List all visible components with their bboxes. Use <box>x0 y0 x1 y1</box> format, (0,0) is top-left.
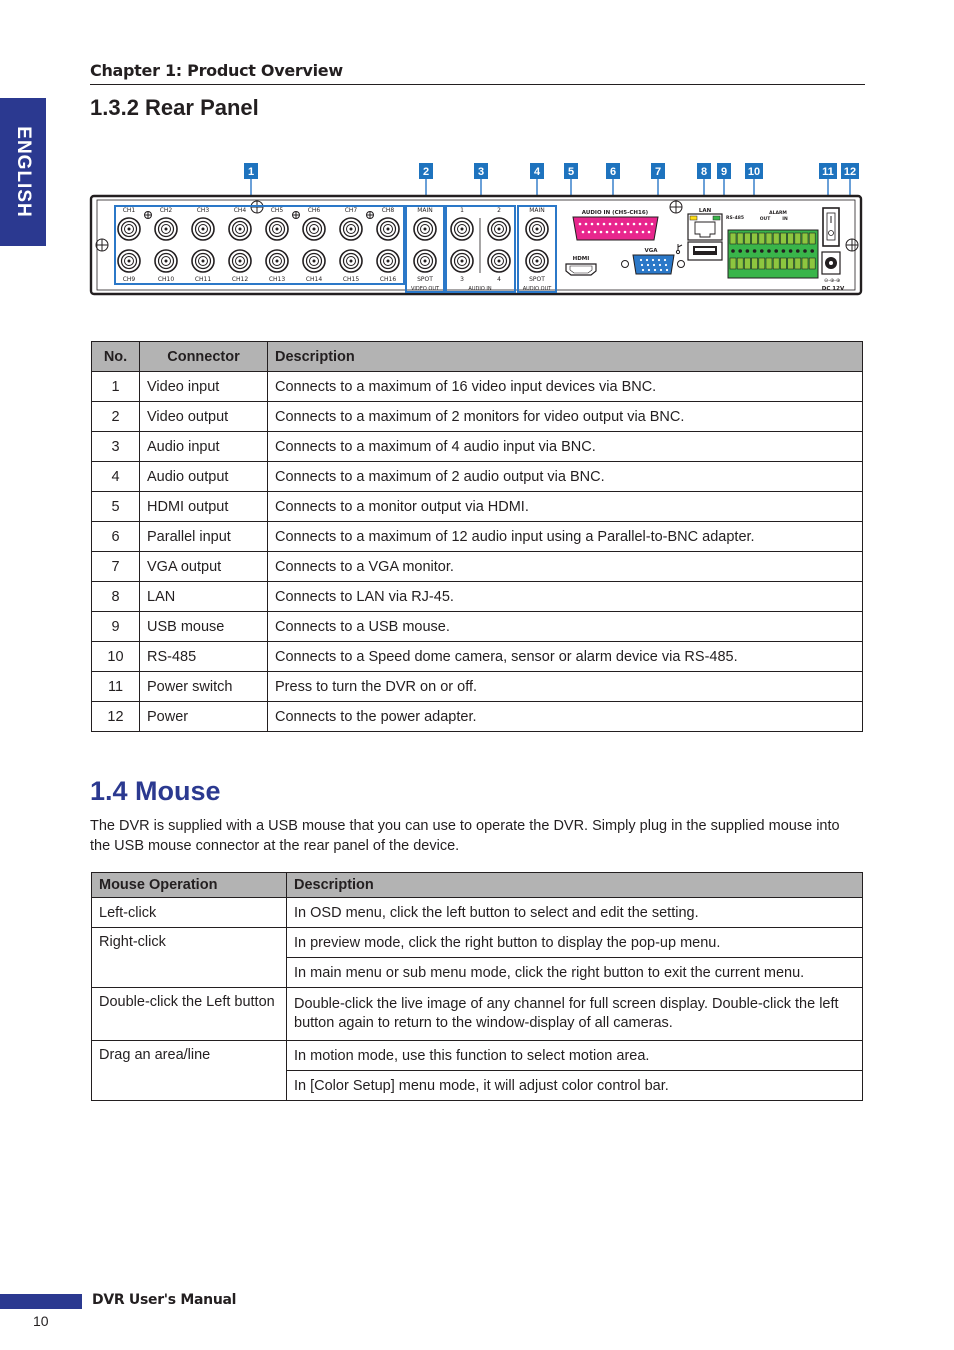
table-row <box>92 642 863 672</box>
panel-label: DC 12V <box>821 286 845 292</box>
panel-label: CH10 <box>157 276 175 283</box>
connector-cell: Audio input <box>140 432 268 462</box>
number-cell: 3 <box>92 432 140 462</box>
panel-label: CH7 <box>344 207 358 214</box>
footer-bar <box>0 1294 82 1309</box>
table-row <box>92 582 863 612</box>
svg-text:⊖-⊕-⊕: ⊖-⊕-⊕ <box>824 278 841 284</box>
bnc-connector-icon <box>451 218 473 240</box>
bnc-connector-icon <box>377 250 399 272</box>
parallel-audio-port-icon <box>573 217 658 240</box>
connector-cell: VGA output <box>140 552 268 582</box>
description-cell: Press to turn the DVR on or off. <box>268 672 863 702</box>
bnc-connector-icon <box>155 250 177 272</box>
callout-number: 8 <box>700 166 708 178</box>
table-row <box>92 462 863 492</box>
table-row <box>92 492 863 522</box>
terminal-block-icon <box>728 230 818 278</box>
bnc-connector-icon <box>192 250 214 272</box>
table-row <box>92 522 863 552</box>
table-row <box>92 702 863 732</box>
header-description: Description <box>287 873 863 898</box>
number-cell: 10 <box>92 642 140 672</box>
description-cell: In motion mode, use this function to select motion area. <box>287 1041 863 1071</box>
panel-label: AUDIO OUT <box>522 286 552 292</box>
panel-label: CH9 <box>122 276 136 283</box>
description-cell: In [Color Setup] menu mode, it will adjust color control bar. <box>287 1071 863 1101</box>
callout-group <box>244 163 859 179</box>
bnc-connector-icon <box>303 218 325 240</box>
chapter-divider <box>90 84 865 85</box>
callout-number: 11 <box>822 166 834 178</box>
table-header-row <box>92 873 863 898</box>
bnc-connector-icon <box>118 250 140 272</box>
panel-label: 4 <box>497 276 501 283</box>
table-header-row <box>92 342 863 372</box>
description-cell: Connects to a maximum of 12 audio input using a Parallel-to-BNC adapter. <box>268 522 863 552</box>
table-row <box>92 928 863 958</box>
table-row <box>92 372 863 402</box>
description-cell: Connects to a maximum of 2 monitors for video output via BNC. <box>268 402 863 432</box>
bnc-connector-icon <box>414 250 436 272</box>
language-tab <box>0 98 46 246</box>
connector-cell: Power <box>140 702 268 732</box>
description-cell: Connects to a Speed dome camera, sensor or alarm device via RS-485. <box>268 642 863 672</box>
panel-label: CH15 <box>342 276 360 283</box>
description-cell: Connects to a VGA monitor. <box>268 552 863 582</box>
chapter-header: Chapter 1: Product Overview <box>90 61 343 80</box>
panel-label: RS-485 <box>726 216 744 221</box>
panel-label: AUDIO IN <box>468 286 492 292</box>
panel-label: VIDEO OUT <box>410 286 440 292</box>
connector-cell: HDMI output <box>140 492 268 522</box>
panel-label: CH16 <box>379 276 397 283</box>
bnc-connector-icon <box>451 250 473 272</box>
number-cell: 2 <box>92 402 140 432</box>
number-cell: 12 <box>92 702 140 732</box>
bnc-connector-icon <box>488 218 510 240</box>
footer-title: DVR User's Manual <box>92 1292 237 1308</box>
description-cell: Connects to a USB mouse. <box>268 612 863 642</box>
mouse-paragraph: The DVR is supplied with a USB mouse that you can use to operate the DVR. Simply plug in the supplied mouse into the USB mouse connector at the rear panel of the device. <box>90 818 840 854</box>
connector-cell: Power switch <box>140 672 268 702</box>
panel-label: CH12 <box>231 276 249 283</box>
connector-cell: Video input <box>140 372 268 402</box>
bnc-connector-icon <box>229 250 251 272</box>
description-cell: Double-click the live image of any channel for full screen display. Double-click the left button again to return to the window-display of all cameras. <box>287 988 863 1041</box>
header-mouse-operation: Mouse Operation <box>92 873 287 898</box>
table-row <box>92 402 863 432</box>
panel-label: CH5 <box>270 207 284 214</box>
connector-cell: Parallel input <box>140 522 268 552</box>
bnc-connector-icon <box>526 218 548 240</box>
mouse-table <box>91 872 863 1101</box>
number-cell: 1 <box>92 372 140 402</box>
panel-label: CH3 <box>196 207 210 214</box>
bnc-connector-icon <box>192 218 214 240</box>
panel-label: MAIN <box>417 207 433 214</box>
bnc-connector-icon <box>340 250 362 272</box>
screw-icon <box>367 212 374 219</box>
description-cell: Connects to LAN via RJ-45. <box>268 582 863 612</box>
screw-icon <box>293 212 300 219</box>
panel-label: VGA <box>644 248 658 254</box>
power-switch-icon <box>823 208 839 246</box>
dc-power-jack-icon <box>822 252 840 284</box>
operation-cell: Double-click the Left button <box>92 988 287 1041</box>
bnc-connector-icon <box>229 218 251 240</box>
callout-number: 10 <box>747 166 761 178</box>
description-cell: In OSD menu, click the left button to select and edit the setting. <box>287 898 863 928</box>
description-cell: In main menu or sub menu mode, click the right button to exit the current menu. <box>287 958 863 988</box>
panel-label: SPOT <box>417 276 433 283</box>
operation-cell: Right-click <box>92 928 287 988</box>
table-row <box>92 672 863 702</box>
connector-cell: Audio output <box>140 462 268 492</box>
callout-number: 2 <box>422 166 430 178</box>
bnc-connector-icon <box>155 218 177 240</box>
bnc-connector-icon <box>377 218 399 240</box>
header-connector: Connector <box>140 342 268 372</box>
panel-label: CH8 <box>381 207 395 214</box>
panel-label: CH1 <box>122 207 136 214</box>
table-row <box>92 612 863 642</box>
description-cell: Connects to a maximum of 2 audio output via BNC. <box>268 462 863 492</box>
rear-panel-diagram <box>88 160 868 300</box>
panel-label: CH2 <box>159 207 173 214</box>
number-cell: 6 <box>92 522 140 552</box>
operation-cell: Left-click <box>92 898 287 928</box>
panel-label: OUT <box>759 217 771 222</box>
number-cell: 11 <box>92 672 140 702</box>
connector-table <box>91 341 863 732</box>
screw-icon <box>145 212 152 219</box>
panel-label: CH13 <box>268 276 286 283</box>
description-cell: In preview mode, click the right button to display the pop-up menu. <box>287 928 863 958</box>
callout-number: 5 <box>567 166 575 178</box>
lan-port-icon <box>688 214 722 240</box>
bnc-connector-icon <box>118 218 140 240</box>
connector-cell: USB mouse <box>140 612 268 642</box>
connector-cell: Video output <box>140 402 268 432</box>
usb-port-icon <box>688 242 722 260</box>
page-number: 10 <box>33 1313 49 1329</box>
description-cell: Connects to a maximum of 16 video input devices via BNC. <box>268 372 863 402</box>
table-row <box>92 1041 863 1071</box>
description-cell: Connects to the power adapter. <box>268 702 863 732</box>
panel-label: IN <box>782 217 788 222</box>
table-row <box>92 988 863 1041</box>
callout-number: 3 <box>477 166 485 178</box>
panel-label: CH14 <box>305 276 323 283</box>
panel-label: AUDIO IN (CH5-CH16) <box>581 210 649 216</box>
panel-label: SPOT <box>529 276 545 283</box>
mouse-heading: 1.4 Mouse <box>90 776 221 806</box>
panel-label: HDMI <box>572 256 590 262</box>
bnc-connector-icon <box>414 218 436 240</box>
panel-label: CH4 <box>233 207 247 214</box>
number-cell: 9 <box>92 612 140 642</box>
table-row <box>92 432 863 462</box>
bnc-connector-icon <box>303 250 325 272</box>
bnc-connector-icon <box>266 250 288 272</box>
bnc-connector-icon <box>340 218 362 240</box>
operation-cell: Drag an area/line <box>92 1041 287 1101</box>
bnc-connector-icon <box>488 250 510 272</box>
ground-screw-2-icon <box>670 201 682 213</box>
rear-panel-heading: 1.3.2 Rear Panel <box>90 95 259 120</box>
callout-number: 9 <box>720 166 728 178</box>
panel-label: MAIN <box>529 207 545 214</box>
callout-number: 1 <box>247 166 255 178</box>
panel-label: CH6 <box>307 207 321 214</box>
header-description: Description <box>268 342 863 372</box>
number-cell: 7 <box>92 552 140 582</box>
table-row <box>92 552 863 582</box>
mount-screw-right-icon <box>846 239 858 251</box>
number-cell: 4 <box>92 462 140 492</box>
description-cell: Connects to a maximum of 4 audio input via BNC. <box>268 432 863 462</box>
panel-label: ALARM <box>769 211 787 216</box>
panel-label: LAN <box>698 208 712 214</box>
hdmi-port-icon <box>566 264 596 275</box>
connector-cell: LAN <box>140 582 268 612</box>
callout-number: 4 <box>533 166 541 178</box>
bnc-connector-icon <box>526 250 548 272</box>
description-cell: Connects to a monitor output via HDMI. <box>268 492 863 522</box>
callout-number: 12 <box>843 166 857 178</box>
panel-label: 1 <box>460 207 464 214</box>
callout-number: 7 <box>654 166 662 178</box>
number-cell: 5 <box>92 492 140 522</box>
panel-label: 2 <box>497 207 501 214</box>
language-tab-label: ENGLISH <box>13 126 34 218</box>
table-row <box>92 898 863 928</box>
header-no: No. <box>92 342 140 372</box>
panel-label: CH11 <box>194 276 212 283</box>
panel-label: 3 <box>460 276 464 283</box>
bnc-connector-icon <box>266 218 288 240</box>
mount-screw-left-icon <box>96 239 108 251</box>
number-cell: 8 <box>92 582 140 612</box>
callout-number: 6 <box>609 166 617 178</box>
connector-cell: RS-485 <box>140 642 268 672</box>
